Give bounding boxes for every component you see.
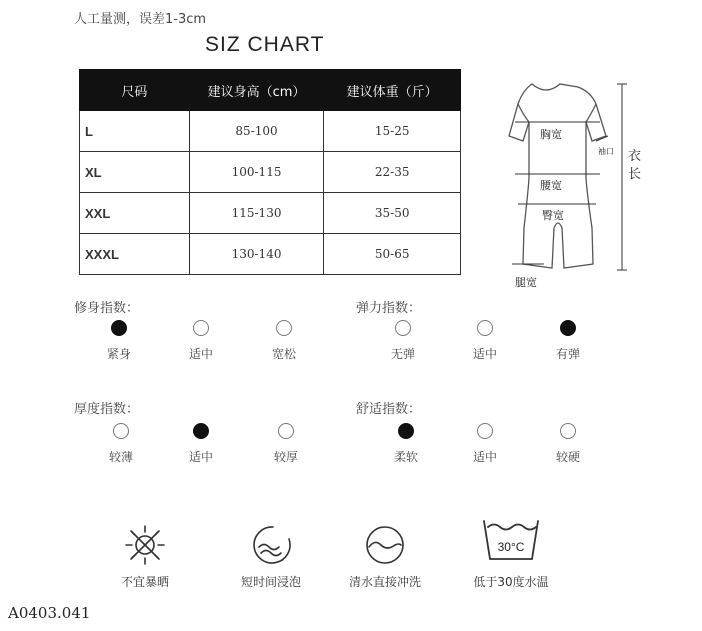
table-row xyxy=(80,152,461,193)
weight-cell: 35-50 xyxy=(324,193,461,234)
table-header-row xyxy=(80,70,461,111)
thickness-option: 较薄 xyxy=(91,423,151,465)
fit-option: 适中 xyxy=(171,320,231,362)
height-cell: 115-130 xyxy=(189,193,324,234)
right-sleeve-seam xyxy=(586,104,596,122)
thickness-option: 适中 xyxy=(171,423,231,465)
size-cell: XXXL xyxy=(80,234,190,275)
weight-cell: 50-65 xyxy=(324,234,461,275)
weight-cell: 22-35 xyxy=(324,152,461,193)
length-label-1: 衣 xyxy=(628,149,642,164)
product-code: A0403.041 xyxy=(8,604,91,622)
care-label: 低于30度水温 xyxy=(473,575,549,589)
size-cell: XXL xyxy=(80,193,190,234)
waist-label: 腰宽 xyxy=(540,179,562,192)
elasticity-index-title: 弹力指数： xyxy=(356,301,422,316)
elasticity-option: 适中 xyxy=(455,320,515,362)
left-sleeve-seam xyxy=(518,104,529,122)
size-cell: L xyxy=(80,111,190,152)
chest-label: 胸宽 xyxy=(540,128,562,141)
care-label: 不宜暴晒 xyxy=(120,575,169,589)
radio-dot-icon xyxy=(477,423,493,439)
header-height: 建议身高（cm） xyxy=(189,70,324,111)
size-chart-title: SIZ CHART xyxy=(205,33,325,56)
radio-dot-icon xyxy=(111,320,127,336)
table-row xyxy=(80,193,461,234)
height-cell: 100-115 xyxy=(189,152,324,193)
header-size: 尺码 xyxy=(80,70,190,111)
care-no-sun xyxy=(90,523,200,590)
hip-label: 臀宽 xyxy=(542,209,564,222)
care-short-soak xyxy=(216,523,326,590)
height-cell: 130-140 xyxy=(189,234,324,275)
size-cell: XL xyxy=(80,152,190,193)
short-soak-icon xyxy=(249,523,293,567)
fit-option: 宽松 xyxy=(254,320,314,362)
height-cell: 85-100 xyxy=(189,111,324,152)
radio-dot-icon xyxy=(278,423,294,439)
comfort-option: 较硬 xyxy=(538,423,598,465)
cuff-label: 袖口 xyxy=(598,147,614,156)
size-table xyxy=(79,69,461,275)
temp-label: 30°C xyxy=(497,540,525,554)
care-clean-water xyxy=(330,523,440,590)
thickness-option: 较厚 xyxy=(256,423,316,465)
comfort-option: 柔软 xyxy=(376,423,436,465)
radio-dot-icon xyxy=(113,423,129,439)
no-sun-icon xyxy=(123,523,167,567)
clean-water-icon xyxy=(363,523,407,567)
radio-dot-icon xyxy=(398,423,414,439)
comfort-index-title: 舒适指数： xyxy=(356,402,422,417)
fit-option: 紧身 xyxy=(89,320,149,362)
leg-label: 腿宽 xyxy=(515,276,537,289)
radio-dot-icon xyxy=(193,423,209,439)
table-row xyxy=(80,234,461,275)
table-row xyxy=(80,111,461,152)
elasticity-option: 有弹 xyxy=(538,320,598,362)
radio-dot-icon xyxy=(560,320,576,336)
radio-dot-icon xyxy=(560,423,576,439)
care-label: 短时间浸泡 xyxy=(240,575,301,589)
length-label-2: 长 xyxy=(628,167,642,182)
weight-cell: 15-25 xyxy=(324,111,461,152)
elasticity-option: 无弹 xyxy=(373,320,433,362)
radio-dot-icon xyxy=(477,320,493,336)
care-label: 清水直接冲洗 xyxy=(348,575,421,589)
header-weight: 建议体重（斤） xyxy=(324,70,461,111)
garment-diagram xyxy=(488,78,653,293)
radio-dot-icon xyxy=(276,320,292,336)
fit-index-title: 修身指数： xyxy=(74,301,140,316)
measurement-note: 人工量测，误差1-3cm xyxy=(74,12,207,27)
radio-dot-icon xyxy=(395,320,411,336)
radio-dot-icon xyxy=(193,320,209,336)
wash-30c-icon xyxy=(480,515,542,567)
thickness-index-title: 厚度指数： xyxy=(74,402,140,417)
care-wash-30c xyxy=(456,515,566,590)
comfort-option: 适中 xyxy=(455,423,515,465)
